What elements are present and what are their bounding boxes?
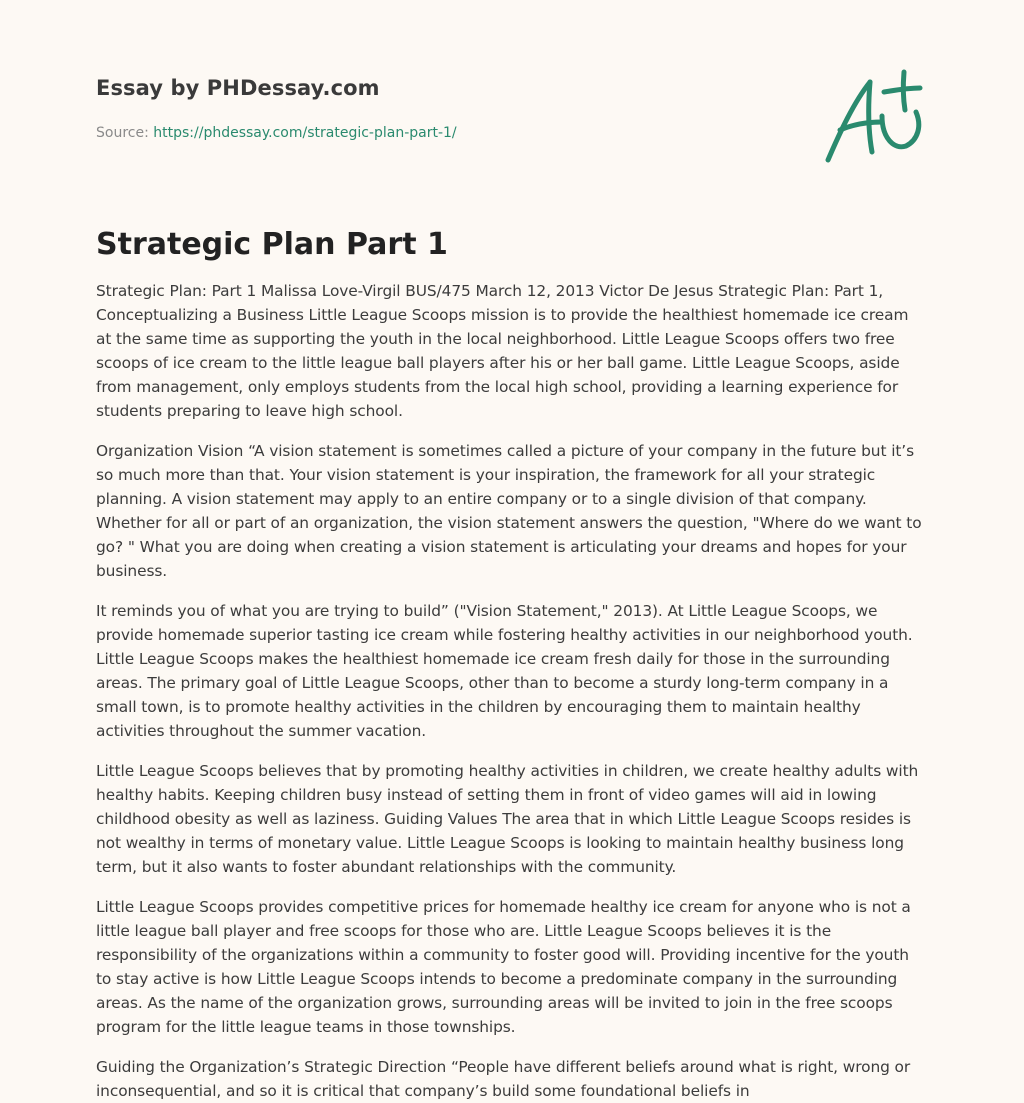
site-title: Essay by PHDessay.com — [96, 76, 380, 100]
essay-paragraph: It reminds you of what you are trying to build” ("Vision Statement," 2013). At Little League Scoops, we provide homemade superior tasting ice cream while fostering healthy activities in our neighborhood youth. Little League Scoops makes the healthiest homemade ice cream fresh daily for those in the surrounding areas. The primary goal of Little League Scoops, other than to become a sturdy long-term company in a small town, is to promote healthy activities in the children by encouraging them to maintain healthy activities throughout the summer vacation. — [96, 602, 913, 740]
essay-paragraph: Little League Scoops provides competitive prices for homemade healthy ice cream for anyone who is not a little league ball player and free scoops for those who are. Little League Scoops believes it is the responsibility of the organizations within a community to foster good will. Providing incentive for the youth to stay active is how Little League Scoops intends to become a predominate company in the surrounding areas. As the name of the organization grows, surrounding areas will be invited to join in the free scoops program for the little league teams in those townships. — [96, 898, 911, 1036]
essay-title: Strategic Plan Part 1 — [96, 227, 448, 262]
a-plus-logo-icon — [818, 64, 928, 168]
essay-paragraph: Little League Scoops believes that by promoting healthy activities in children, we create healthy adults with healthy habits. Keeping children busy instead of setting them in front of video games will aid in lowing childhood obesity as well as laziness. Guiding Values The area that in which Little League Scoops resides is not wealthy in terms of monetary value. Little League Scoops is looking to maintain healthy business long term, but it also wants to foster abundant relationships with the community. — [96, 762, 919, 876]
source-line — [96, 125, 457, 141]
source-label: Source: — [96, 125, 154, 141]
essay-paragraph: Organization Vision “A vision statement is sometimes called a picture of your company in the future but it’s so much more than that. Your vision statement is your inspiration, the framework for all your strategic planning. A vision statement may apply to an entire company or to a single division of that company. Whether for all or part of an organization, the vision statement answers the question, "Where do we want to go? " What you are doing when creating a vision statement is articulating your dreams and hopes for your business. — [96, 442, 922, 580]
essay-paragraph: Guiding the Organization’s Strategic Direction “People have different beliefs around what is right, wrong or inconsequential, and so it is critical that company’s build some foundational beliefs in — [96, 1058, 911, 1100]
essay-paragraph: Strategic Plan: Part 1 Malissa Love-Virgil BUS/475 March 12, 2013 Victor De Jesus Strategic Plan: Part 1, Conceptualizing a Business Little League Scoops mission is to provide the healthiest homemade ice cream at the same time as supporting the youth in the local neighborhood. Little League Scoops offers two free scoops of ice cream to the little league ball players after his or her ball game. Little League Scoops, aside from management, only employs students from the local high school, providing a learning experience for students preparing to leave high school. — [96, 282, 909, 420]
source-link[interactable]: https://phdessay.com/strategic-plan-part-1/ — [153, 125, 457, 141]
essay-body — [96, 279, 928, 1103]
essay-content — [96, 227, 928, 1103]
site-header — [96, 0, 928, 200]
